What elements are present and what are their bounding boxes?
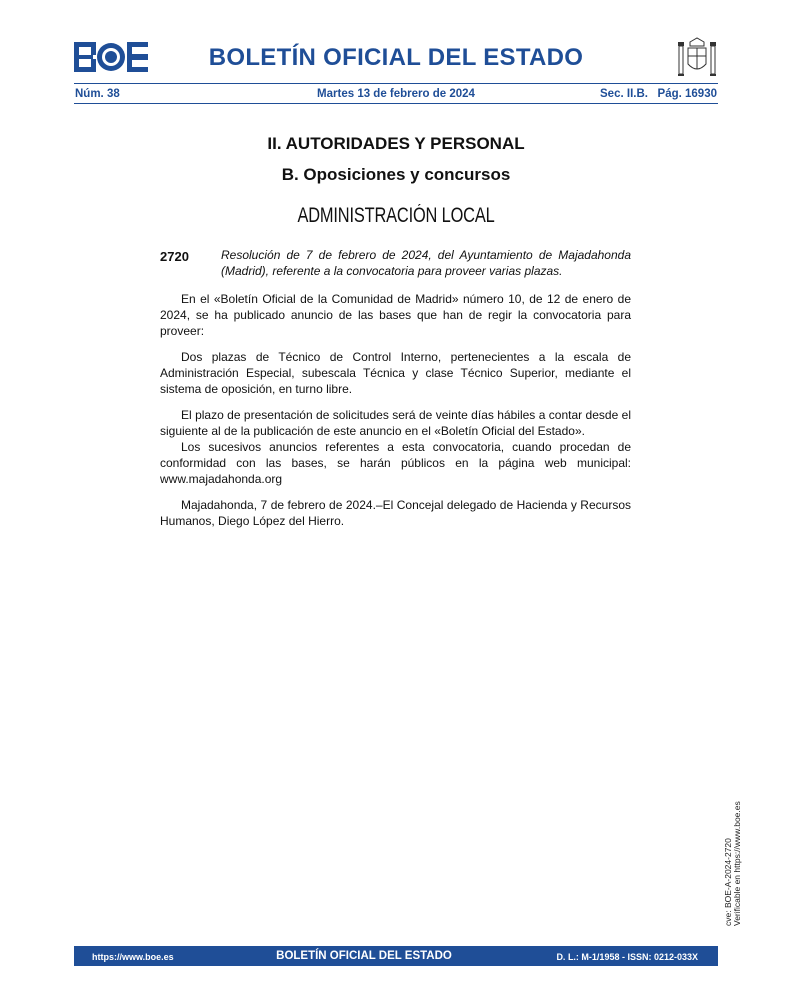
paragraph: Los sucesivos anuncios referentes a esta convocatoria, cuando procedan de conformidad con las bases, se harán públicos en la página web municipal: www.majadahonda.org — [160, 440, 631, 486]
verify-link[interactable]: Verificable en https://www.boe.es — [732, 801, 742, 926]
footer-legal: D. L.: M-1/1958 - ISSN: 0212-033X — [556, 952, 698, 962]
gazette-title: BOLETÍN OFICIAL DEL ESTADO — [208, 44, 584, 71]
section-title: II. AUTORIDADES Y PERSONAL — [267, 134, 525, 153]
entry-summary: Resolución de 7 de febrero de 2024, del Ayuntamiento de Majadahonda (Madrid), referente a la convocatoria para proveer varias plazas. — [221, 248, 631, 278]
boe-logo — [74, 42, 148, 72]
footer-bar — [74, 946, 718, 966]
section-subtitle: B. Oposiciones y concursos — [281, 165, 511, 184]
footer-title: BOLETÍN OFICIAL DEL ESTADO — [276, 950, 452, 962]
header-rule-top — [74, 83, 718, 84]
section-page: Sec. II.B. Pág. 16930 — [600, 88, 717, 100]
cve-code: cve: BOE-A-2024-2720 — [723, 838, 733, 926]
paragraph: El plazo de presentación de solicitudes será de veinte días hábiles a contar desde el siguiente al de la publicación de este anuncio en el «Boletín Oficial del Estado». — [160, 408, 631, 438]
issue-date: Martes 13 de febrero de 2024 — [317, 88, 475, 100]
entry-body — [160, 291, 631, 539]
verification-sidebar — [724, 801, 742, 926]
coat-of-arms-icon — [676, 36, 718, 78]
header-rule-bottom — [74, 103, 718, 104]
paragraph: En el «Boletín Oficial de la Comunidad de Madrid» número 10, de 12 de enero de 2024, se ha publicado anuncio de las bases que han de regir la convocatoria para proveer: — [160, 292, 631, 338]
issue-number: Núm. 38 — [75, 88, 120, 100]
category-heading: ADMINISTRACIÓN LOCAL — [297, 204, 495, 227]
signature-paragraph: Majadahonda, 7 de febrero de 2024.–El Concejal delegado de Hacienda y Recursos Humanos, Diego López del Hierro. — [160, 498, 631, 528]
footer-url[interactable]: https://www.boe.es — [92, 952, 174, 962]
entry-number: 2720 — [160, 249, 189, 264]
paragraph: Dos plazas de Técnico de Control Interno, pertenecientes a la escala de Administración Especial, subescala Técnica y clase Técnico Superior, mediante el sistema de oposición, en turno libre. — [160, 350, 631, 396]
